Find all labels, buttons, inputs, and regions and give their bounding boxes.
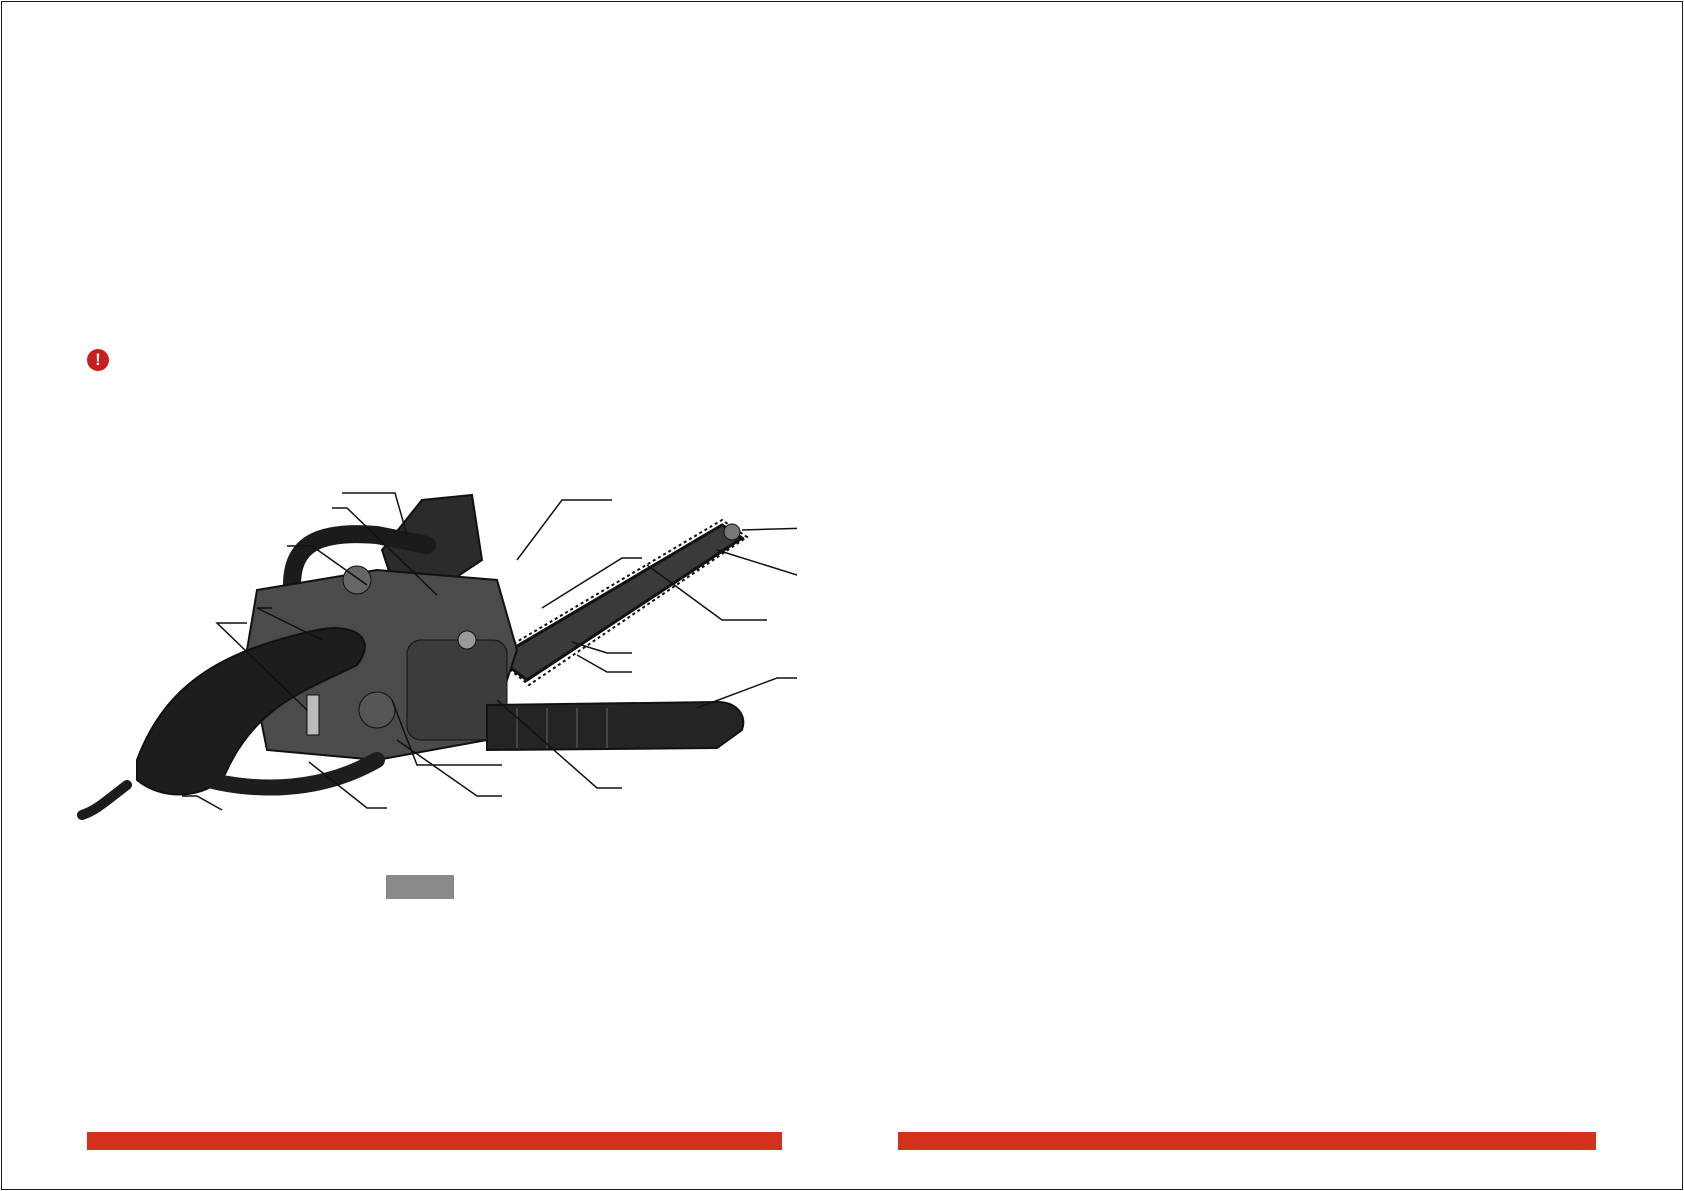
warning-note — [87, 346, 777, 371]
page-number-right — [1586, 1133, 1596, 1149]
exclamation-icon: ! — [87, 349, 109, 371]
saw-bar — [493, 520, 747, 685]
page-footer-bar-left — [87, 1132, 782, 1150]
page-number-left — [87, 1133, 97, 1149]
chainsaw-figure — [77, 490, 797, 870]
left-page — [87, 0, 782, 1191]
right-page — [898, 0, 1596, 1191]
power-cord — [82, 785, 127, 815]
figure-label — [386, 875, 454, 899]
page-footer-bar-right — [898, 1132, 1596, 1150]
